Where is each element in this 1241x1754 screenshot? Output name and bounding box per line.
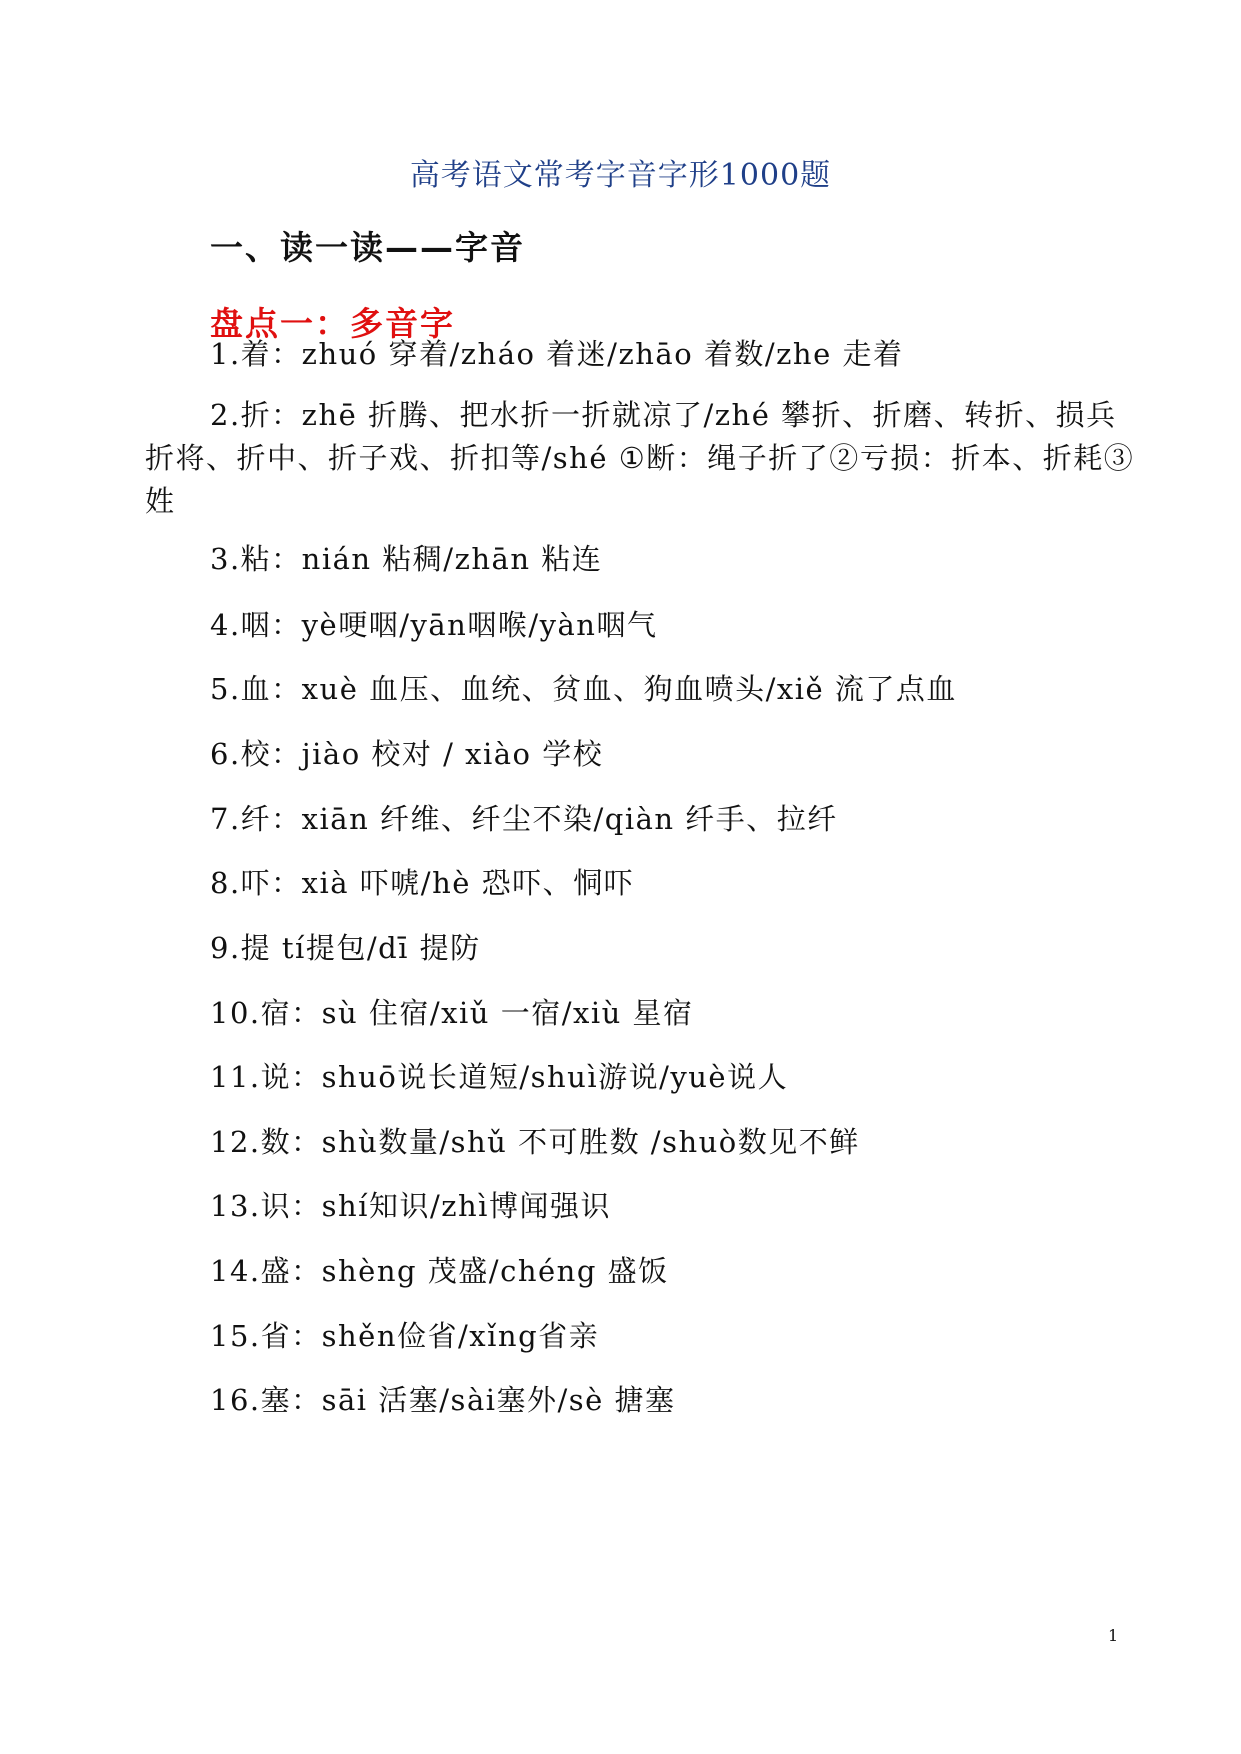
list-item: 15.省：shěn俭省/xǐng省亲	[210, 1319, 600, 1353]
list-item: 2.折：zhē 折腾、把水折一折就凉了/zhé 攀折、折磨、转折、损兵折将、折中、折子戏、折扣等/shé ①断：绳子折了②亏损：折本、折耗③姓	[145, 398, 1135, 518]
list-item: 10.宿：sù 住宿/xiǔ 一宿/xiù 星宿	[210, 996, 694, 1030]
section-heading: 一、读一读——字音	[210, 228, 525, 267]
list-item: 11.说：shuō说长道短/shuì游说/yuè说人	[210, 1060, 789, 1094]
list-item: 16.塞：sāi 活塞/sài塞外/sè 搪塞	[210, 1383, 676, 1417]
list-item: 13.识：shí知识/zhì博闻强识	[210, 1189, 611, 1223]
list-item: 9.提 tí提包/dī 提防	[210, 931, 481, 965]
list-item: 6.校：jiào 校对 / xiào 学校	[210, 737, 604, 771]
document-title: 高考语文常考字音字形1000题	[409, 158, 832, 193]
list-item: 4.咽：yè哽咽/yān咽喉/yàn咽气	[210, 608, 658, 642]
list-item: 5.血：xuè 血压、血统、贫血、狗血喷头/xiě 流了点血	[210, 672, 957, 706]
page-number: 1	[1108, 1626, 1119, 1645]
list-item: 1.着：zhuó 穿着/zháo 着迷/zhāo 着数/zhe 走着	[210, 337, 904, 371]
subsection-heading: 盘点一：多音字	[210, 304, 455, 343]
list-item: 3.粘：nián 粘稠/zhān 粘连	[210, 542, 603, 576]
list-item: 8.吓：xià 吓唬/hè 恐吓、恫吓	[210, 866, 635, 900]
list-item: 14.盛：shèng 茂盛/chéng 盛饭	[210, 1254, 669, 1288]
list-item: 12.数：shù数量/shǔ 不可胜数 /shuò数见不鲜	[210, 1125, 860, 1159]
list-item: 7.纤：xiān 纤维、纤尘不染/qiàn 纤手、拉纤	[210, 802, 838, 836]
